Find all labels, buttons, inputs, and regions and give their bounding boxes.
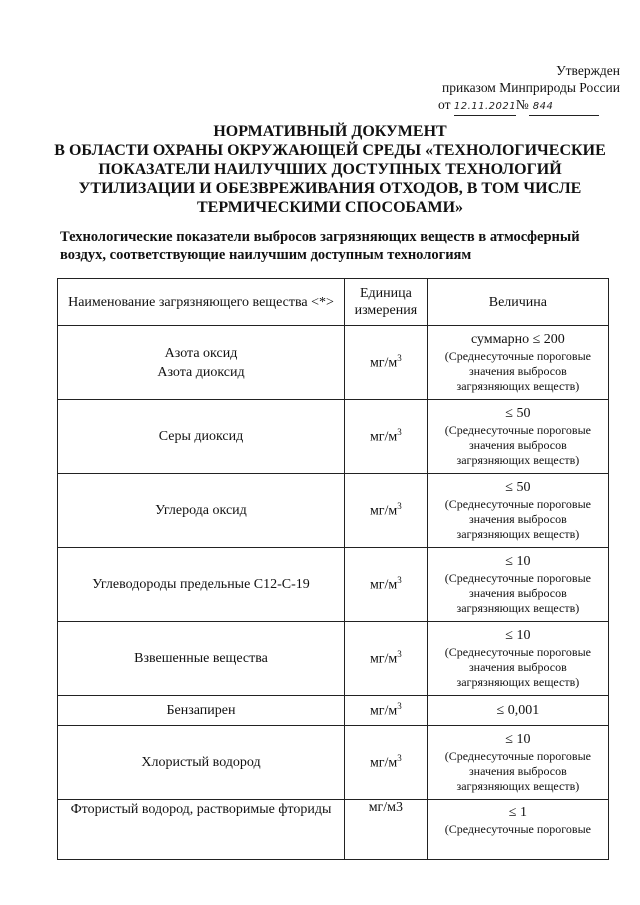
unit-cell: мг/м3 — [345, 800, 428, 860]
value-note: (Среднесуточные пороговые значения выбросов загрязняющих веществ) — [444, 645, 591, 689]
title-line-1: НОРМАТИВНЫЙ ДОКУМЕНТ — [213, 123, 447, 140]
approval-line-1: Утвержден — [556, 63, 620, 78]
approval-block — [430, 62, 620, 116]
value-text: суммарно ≤ 200 — [470, 332, 565, 347]
value-text: ≤ 0,001 — [496, 702, 540, 718]
approval-date: 12.11.2021 — [454, 98, 516, 116]
substance-name: Фтористый водород, растворимые фториды — [58, 800, 345, 860]
value-cell — [427, 726, 608, 800]
value-text: ≤ 1 — [508, 805, 527, 820]
substance-name: Азота диоксид — [157, 364, 245, 380]
table-row — [58, 800, 609, 860]
value-text: ≤ 50 — [505, 480, 531, 495]
approval-from-label: от — [438, 97, 451, 112]
table-row — [58, 548, 609, 622]
value-cell — [427, 326, 608, 400]
value-note: (Среднесуточные пороговые значения выбросов загрязняющих веществ) — [444, 571, 591, 615]
value-note: (Среднесуточные пороговые значения выбросов загрязняющих веществ) — [444, 497, 591, 541]
table-row — [58, 326, 609, 400]
substance-name: Бензапирен — [58, 696, 345, 726]
header-value: Величина — [427, 279, 608, 326]
header-unit: Единица измерения — [345, 279, 428, 326]
value-cell — [427, 400, 608, 474]
value-note: (Среднесуточные пороговые значения выбросов загрязняющих веществ) — [444, 749, 591, 793]
header-substance: Наименование загрязняющего вещества <*> — [58, 279, 345, 326]
value-cell — [427, 800, 608, 860]
substance-name: Углеводороды предельные С12-С-19 — [58, 548, 345, 622]
substance-name: Серы диоксид — [58, 400, 345, 474]
approval-line-2: приказом Минприроды России — [442, 80, 620, 95]
title-line-4: УТИЛИЗАЦИИ И ОБЕЗВРЕЖИВАНИЯ ОТХОДОВ, В ТОМ ЧИСЛЕ — [78, 180, 582, 197]
table-row — [58, 622, 609, 696]
unit-cell: $мг/м^3$ — [345, 726, 428, 800]
value-text: ≤ 50 — [505, 406, 531, 421]
table-row — [58, 726, 609, 800]
unit-cell: $мг/м^3$ — [345, 696, 428, 726]
substance-name: Азота оксид — [164, 345, 238, 361]
unit-cell: $мг/м^3$ — [345, 474, 428, 548]
emissions-table — [57, 278, 609, 860]
approval-line-3 — [430, 96, 620, 116]
table-row — [58, 400, 609, 474]
table-row — [58, 474, 609, 548]
approval-number: 844 — [529, 98, 599, 116]
approval-number-label: № — [515, 97, 529, 112]
unit-cell: $мг/м^3$ — [345, 400, 428, 474]
value-note: (Среднесуточные пороговые значения выбросов загрязняющих веществ) — [444, 423, 591, 467]
value-note: (Среднесуточные пороговые — [444, 822, 591, 836]
value-cell — [427, 696, 608, 726]
value-cell — [427, 548, 608, 622]
value-cell — [427, 474, 608, 548]
title-line-2: В ОБЛАСТИ ОХРАНЫ ОКРУЖАЮЩЕЙ СРЕДЫ «ТЕХНОЛОГИЧЕСКИЕ — [54, 142, 606, 159]
substance-cell — [58, 326, 345, 400]
value-text: ≤ 10 — [505, 554, 531, 569]
document-title — [50, 122, 610, 217]
table-header-row — [58, 279, 609, 326]
unit-cell: $мг/м^3$ — [345, 622, 428, 696]
table-row — [58, 696, 609, 726]
substance-name: Взвешенные вещества — [58, 622, 345, 696]
title-line-5: ТЕРМИЧЕСКИМИ СПОСОБАМИ» — [196, 199, 464, 216]
substance-name: Хлористый водород — [58, 726, 345, 800]
unit-cell: $мг/м^3$ — [345, 326, 428, 400]
value-text: ≤ 10 — [505, 628, 531, 643]
value-text: ≤ 10 — [505, 732, 531, 747]
unit-cell: $мг/м^3$ — [345, 548, 428, 622]
title-line-3: ПОКАЗАТЕЛИ НАИЛУЧШИХ ДОСТУПНЫХ ТЕХНОЛОГИЙ — [98, 161, 562, 178]
value-cell — [427, 622, 608, 696]
value-note: (Среднесуточные пороговые значения выбросов загрязняющих веществ) — [444, 349, 591, 393]
substance-name: Углерода оксид — [58, 474, 345, 548]
table-caption: Технологические показатели выбросов загрязняющих веществ в атмосферный воздух, соответствующие наилучшим доступным технологиям — [60, 229, 580, 263]
